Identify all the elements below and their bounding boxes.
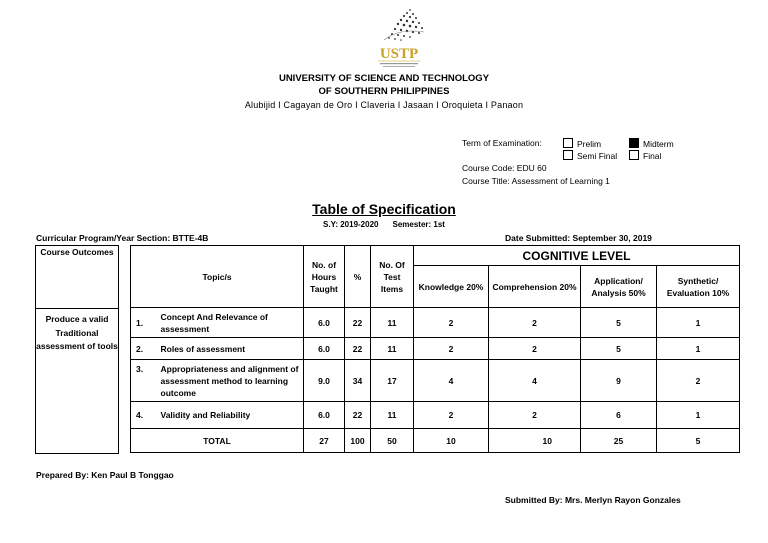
items-cell: 11 <box>371 402 414 429</box>
school-year-line <box>0 220 768 229</box>
total-label: TOTAL <box>131 429 304 453</box>
topic-cell: Concept And Relevance of assessment <box>155 308 304 338</box>
university-name-line2: OF SOUTHERN PHILIPPINES <box>318 86 450 97</box>
comprehension-cell: 2 <box>489 402 581 429</box>
hours-header: No. of Hours Taught <box>304 246 345 308</box>
comprehension-header: Comprehension 20% <box>489 266 581 308</box>
application-cell: 5 <box>581 308 657 338</box>
course-title: Course Title: Assessment of Learning 1 <box>462 176 610 186</box>
total-percent: 100 <box>345 429 371 453</box>
logo-graphic <box>366 6 432 70</box>
term-option-label: Final <box>643 151 662 161</box>
term-option-label: Semi Final <box>577 151 618 161</box>
school-year: S.Y: 2019-2020 <box>323 220 379 229</box>
synthetic-cell: 1 <box>657 338 740 360</box>
logo-tagline-mark <box>380 63 418 64</box>
hours-cell: 6.0 <box>304 338 345 360</box>
divider <box>36 308 118 309</box>
submitted-by: Submitted By: Mrs. Merlyn Rayon Gonzales <box>505 495 681 505</box>
knowledge-cell: 2 <box>414 308 489 338</box>
knowledge-cell: 2 <box>414 402 489 429</box>
percent-cell: 34 <box>345 360 371 402</box>
total-hours: 27 <box>304 429 345 453</box>
term-option-final[interactable] <box>629 150 661 161</box>
synthetic-cell: 1 <box>657 308 740 338</box>
knowledge-header: Knowledge 20% <box>414 266 489 308</box>
total-synthetic: 5 <box>657 429 740 453</box>
application-cell: 5 <box>581 338 657 360</box>
knowledge-cell: 4 <box>414 360 489 402</box>
total-comprehension: 10 <box>489 429 581 453</box>
prepared-by: Prepared By: Ken Paul B Tonggao <box>36 470 174 480</box>
specification-table <box>130 245 740 453</box>
table-row <box>131 402 740 429</box>
term-option-semi-final[interactable] <box>563 150 617 161</box>
topic-header: Topic/s <box>131 246 304 308</box>
total-items: 50 <box>371 429 414 453</box>
percent-cell: 22 <box>345 308 371 338</box>
comprehension-cell: 4 <box>489 360 581 402</box>
course-outcomes-box <box>35 245 119 454</box>
checkbox-icon[interactable] <box>563 138 573 148</box>
total-application: 25 <box>581 429 657 453</box>
application-header: Application/ Analysis 50% <box>581 266 657 308</box>
percent-cell: 22 <box>345 338 371 360</box>
course-outcomes-header: Course Outcomes <box>40 247 114 257</box>
comprehension-cell: 2 <box>489 338 581 360</box>
ustp-logo <box>366 6 432 70</box>
items-cell: 11 <box>371 308 414 338</box>
row-number: 3. <box>131 360 155 402</box>
percent-cell: 22 <box>345 402 371 429</box>
document-title: Table of Specification <box>312 201 456 217</box>
items-cell: 11 <box>371 338 414 360</box>
university-name-line1: UNIVERSITY OF SCIENCE AND TECHNOLOGY <box>278 73 490 84</box>
application-cell: 6 <box>581 402 657 429</box>
synthetic-cell: 1 <box>657 402 740 429</box>
curricular-program: Curricular Program/Year Section: BTTE-4B <box>36 233 209 243</box>
comprehension-cell: 2 <box>489 308 581 338</box>
term-label: Term of Examination: <box>462 138 542 148</box>
checkbox-icon[interactable] <box>629 150 639 160</box>
row-number: 4. <box>131 402 155 429</box>
cognitive-level-header: COGNITIVE LEVEL <box>414 246 740 266</box>
term-option-prelim[interactable] <box>563 138 601 149</box>
synthetic-cell: 2 <box>657 360 740 402</box>
logo-wordmark: USTP <box>379 46 419 62</box>
date-submitted: Date Submitted: September 30, 2019 <box>505 233 652 243</box>
knowledge-cell: 2 <box>414 338 489 360</box>
topic-cell: Appropriateness and alignment of assessment method to learning outcome <box>155 360 304 402</box>
hours-cell: 6.0 <box>304 402 345 429</box>
hours-cell: 9.0 <box>304 360 345 402</box>
table-row <box>131 308 740 338</box>
term-option-midterm[interactable] <box>629 138 674 149</box>
row-number: 1. <box>131 308 155 338</box>
semester: Semester: 1st <box>392 220 445 229</box>
term-option-label: Prelim <box>577 139 602 149</box>
checkbox-icon[interactable] <box>563 150 573 160</box>
items-cell: 17 <box>371 360 414 402</box>
total-row <box>131 429 740 453</box>
topic-cell: Roles of assessment <box>155 338 304 360</box>
total-knowledge: 10 <box>414 429 489 453</box>
row-number: 2. <box>131 338 155 360</box>
course-code: Course Code: EDU 60 <box>462 163 547 173</box>
table-header-row <box>131 246 740 266</box>
percent-header: % <box>345 246 371 308</box>
table-row <box>131 338 740 360</box>
synthetic-header: Synthetic/ Evaluation 10% <box>657 266 740 308</box>
checkbox-checked-icon[interactable] <box>629 138 639 148</box>
items-header: No. Of Test Items <box>371 246 414 308</box>
campus-list: Alubijid I Cagayan de Oro I Claveria I Jasaan I Oroquieta I Panaon <box>244 100 524 110</box>
term-option-label: Midterm <box>643 139 674 149</box>
application-cell: 9 <box>581 360 657 402</box>
table-row <box>131 360 740 402</box>
course-outcome-text: Produce a valid Traditional assessment of tools <box>36 314 118 351</box>
hours-cell: 6.0 <box>304 308 345 338</box>
topic-cell: Validity and Reliability <box>155 402 304 429</box>
